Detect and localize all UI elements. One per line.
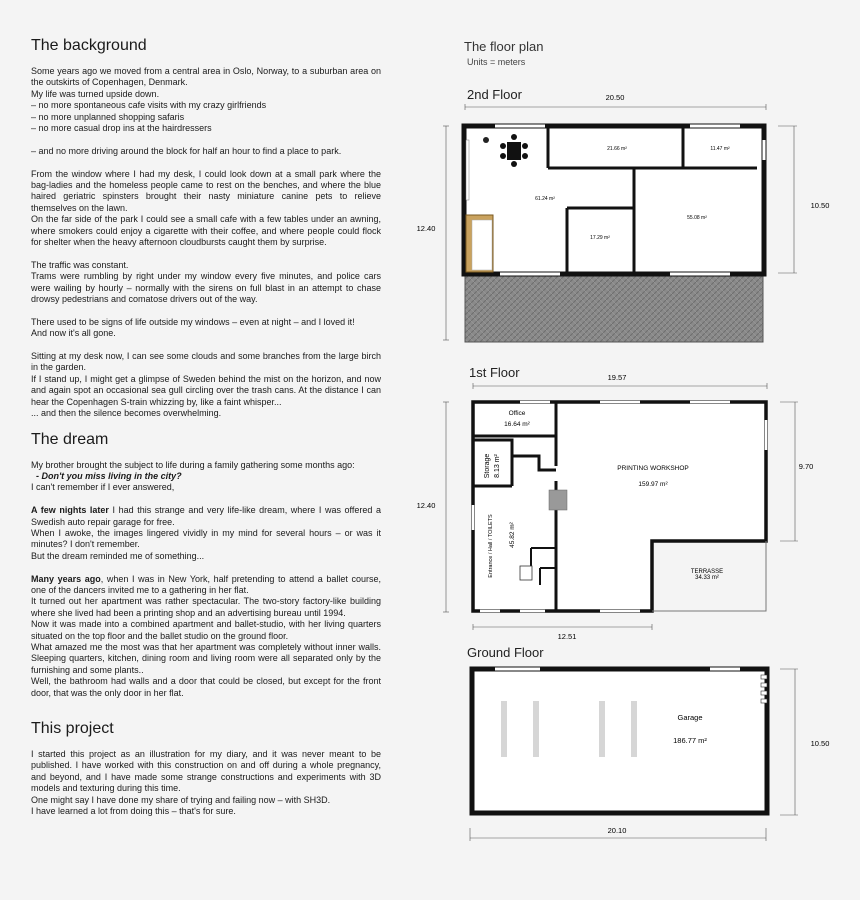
room-area: 21.66 m² bbox=[607, 146, 627, 152]
room-area: 61.24 m² bbox=[535, 196, 555, 202]
background-line: My life was turned upside down. bbox=[31, 88, 160, 99]
dim-bottom-label: 20.10 bbox=[607, 826, 627, 835]
dream-line: My brother brought the subject to life during a family gathering some months ago: bbox=[31, 459, 355, 470]
ground-floor-plan bbox=[467, 645, 829, 841]
dim-right-label: 10.50 bbox=[810, 201, 830, 210]
dim-top-label: 20.50 bbox=[605, 93, 625, 102]
room-area: 17.29 m² bbox=[590, 235, 610, 241]
garage-label: Garage bbox=[677, 713, 703, 722]
room-area: 11.47 m² bbox=[710, 146, 730, 152]
background-line: – and no more driving around the block for half an hour to find a place to park. bbox=[31, 145, 342, 156]
background-line: Trams were rumbling by right under my window every five minutes, and police cars were wailing by hourly – normally with the sirens on full blast in an attempt to chase drowsy pedestrians and comatose drivers out of the way. bbox=[31, 271, 381, 305]
garage-bay bbox=[501, 701, 507, 757]
dim-top-label: 19.57 bbox=[607, 373, 627, 382]
office-label: Office bbox=[508, 410, 526, 417]
entrance-area: 45.82 m² bbox=[509, 522, 516, 548]
workshop-label: PRINTING WORKSHOP bbox=[617, 465, 689, 472]
roof-terrace bbox=[465, 274, 763, 342]
dream-line: It turned out her apartment was rather spectacular. The two-story factory-like building where she lived had been a printing shop and an advertising bureau until 1994. bbox=[31, 596, 381, 618]
dream-line: What amazed me the most was that her apartment was completely without inner walls. Sleeping quarters, kitchen, dining room and living room were all separated only by the furnishing and some plants.. bbox=[31, 641, 381, 675]
dim-right-label: 9.70 bbox=[798, 462, 814, 471]
terrace-area: 34.33 m² bbox=[695, 575, 719, 581]
staircase bbox=[549, 490, 567, 510]
project-line: One might say I have done my share of trying and failing now – with SH3D. bbox=[31, 794, 331, 805]
garage-bay bbox=[631, 701, 637, 757]
dim-right-label: 10.50 bbox=[810, 739, 830, 748]
first-floor-plan bbox=[417, 365, 814, 641]
project-line: I have learned a lot from doing this – that's for sure. bbox=[31, 806, 236, 817]
entrance-label: Entrance / Hall / TOILETS bbox=[488, 514, 494, 578]
storage-label: Storage bbox=[484, 453, 491, 479]
dream-quote: - Don't you miss living in the city? bbox=[36, 470, 182, 481]
terrace-label: TERRASSE bbox=[690, 569, 724, 575]
background-line: ... and then the silence becomes overwhelming. bbox=[31, 408, 222, 419]
dream-bold-lead: A few nights later bbox=[31, 505, 109, 516]
background-line: From the window where I had my desk, I could look down at a small park where the bag-ladies and the homeless people came to rest on the benches, and where the blue haired geriatric spinsters brought their nasty miniature canine pets to relieve themselves on the lawn. bbox=[31, 168, 381, 213]
garage-area: 186.77 m² bbox=[673, 736, 707, 745]
dream-text: I had this strange and very life-like dream, where I was offered a Swedish auto repair garage for free. bbox=[31, 505, 381, 527]
dim-left-label: 12.40 bbox=[416, 224, 436, 233]
dream-line: But the dream reminded me of something... bbox=[31, 550, 205, 561]
dream-text: , when I was in New York, half pretending to attend a ballet course, one of the dancers invited me to a gathering in her flat. bbox=[31, 573, 382, 595]
background-line: There used to be signs of life outside my windows – even at night – and I loved it! bbox=[31, 316, 355, 327]
storage-area: 8.13 m² bbox=[494, 454, 501, 478]
room-area: 55.08 m² bbox=[687, 215, 707, 221]
dim-left-label: 12.40 bbox=[416, 501, 436, 510]
workshop-area: 159.97 m² bbox=[638, 481, 668, 488]
dream-bold-lead: Many years ago bbox=[31, 573, 101, 584]
dream-line: When I awoke, the images lingered vividly in my mind for several hours – or was it minutes? I don't remember. bbox=[31, 527, 381, 550]
dream-title: The dream bbox=[31, 430, 109, 448]
background-line: Some years ago we moved from a central area in Oslo, Norway, to a suburban area on the outskirts of Copenhagen, Denmark. bbox=[31, 66, 381, 88]
dream-line: Well, the bathroom had walls and a door that could be closed, but except for the front door, that was the only door in her flat. bbox=[31, 676, 381, 698]
garage-bay bbox=[533, 701, 539, 757]
floorplan-title: The floor plan bbox=[464, 39, 544, 54]
background-line: – no more unplanned shopping safaris bbox=[31, 111, 185, 122]
second-floor-plan bbox=[417, 87, 830, 342]
background-line: If I stand up, I might get a glimpse of Sweden behind the mist on the horizon, and now and again spot an occasional sea gull circling over the trash cans. At the distance I can hear the Copenhagen S-train whizzing by, like a faint whisper... bbox=[31, 373, 381, 407]
ground-floor-label: Ground Floor bbox=[467, 645, 544, 660]
background-title: The background bbox=[31, 37, 147, 54]
background-line: On the far side of the park I could see a small cafe with a few tables under an awning, where smokers could enjoy a cigarette with their coffee, and where people could flock for shelter when the heavy afternoon cloudbursts caught them by surprise. bbox=[31, 214, 381, 248]
background-line: The traffic was constant. bbox=[31, 259, 129, 270]
office-area: 16.64 m² bbox=[504, 421, 530, 428]
project-line: I started this project as an illustration for my diary, and it was never meant to be published. I have worked with this construction on and off during a whole pregnancy, and beyond, and I have made some strange constructions and experiments with 3D models and texturing during this time. bbox=[31, 749, 381, 794]
dim-bottom-label: 12.51 bbox=[557, 632, 577, 641]
dream-line: I can't remember if I ever answered, bbox=[31, 482, 175, 493]
background-line: Sitting at my desk now, I can see some clouds and some branches from the large birch in the garden. bbox=[31, 351, 381, 373]
background-line: – no more casual drop ins at the hairdressers bbox=[31, 123, 212, 134]
dream-line: Now it was made into a combined apartment and ballet-studio, with her living quarters situated on the top floor and the ballet studio on the ground floor. bbox=[31, 619, 381, 641]
floorplan-units: Units = meters bbox=[467, 57, 526, 67]
first-floor-label: 1st Floor bbox=[469, 365, 520, 380]
garage-bay bbox=[599, 701, 605, 757]
background-line: – no more spontaneous cafe visits with my crazy girlfriends bbox=[31, 100, 267, 111]
project-title: This project bbox=[31, 720, 114, 738]
background-line: And now it's all gone. bbox=[31, 328, 116, 339]
second-floor-label: 2nd Floor bbox=[467, 87, 522, 102]
